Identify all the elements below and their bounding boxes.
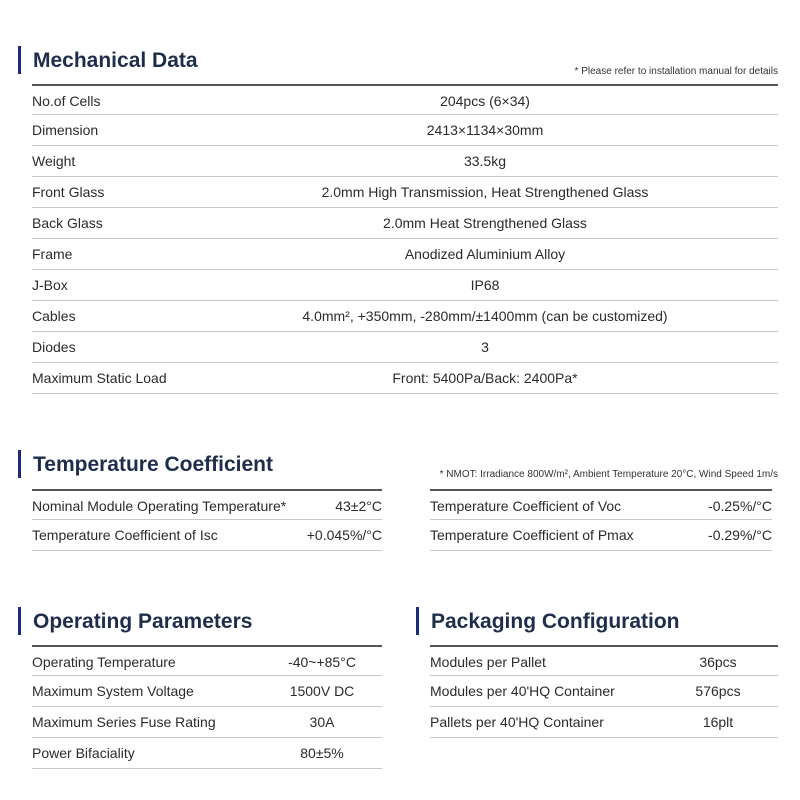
row-value: 1500V DC (289, 683, 355, 699)
row-label: Temperature Coefficient of Voc (430, 498, 622, 514)
row-label: No.of Cells (32, 93, 101, 109)
row-label: Maximum System Voltage (32, 683, 194, 699)
table-row (32, 239, 778, 270)
temperature-note: * NMOT: Irradiance 800W/m², Ambient Temperature 20°C, Wind Speed 1m/s (439, 469, 778, 480)
table-row (32, 520, 382, 551)
section-accent-bar (18, 46, 21, 74)
table-row (32, 676, 382, 707)
mechanical-data-title: Mechanical Data (18, 48, 198, 74)
row-label: Cables (32, 308, 76, 324)
operating-parameters-table (32, 645, 382, 769)
row-value: 576pcs (695, 683, 741, 699)
operating-parameters-title: Operating Parameters (18, 609, 252, 635)
row-label: Maximum Static Load (32, 370, 167, 386)
row-label: J-Box (32, 277, 68, 293)
table-row (430, 707, 778, 738)
mechanical-data-table (32, 84, 778, 394)
row-value: Front: 5400Pa/Back: 2400Pa* (392, 370, 578, 386)
table-row (32, 707, 382, 738)
row-label: Frame (32, 246, 73, 262)
table-row (32, 208, 778, 239)
temperature-table-left (32, 489, 382, 551)
table-row (32, 146, 778, 177)
row-label: Operating Temperature (32, 654, 176, 670)
row-value: 33.5kg (463, 153, 507, 169)
row-value: 3 (481, 339, 489, 355)
row-value: 4.0mm², +350mm, -280mm/±1400mm (can be customized) (302, 308, 668, 324)
row-label: Dimension (32, 122, 99, 138)
table-row (32, 270, 778, 301)
table-row (430, 676, 778, 707)
row-label: Front Glass (32, 184, 105, 200)
mechanical-note: * Please refer to installation manual for details (574, 66, 778, 77)
row-value: 204pcs (6×34) (440, 93, 530, 109)
row-label: Power Bifaciality (32, 745, 135, 761)
row-value: IP68 (470, 277, 500, 293)
row-value: 30A (309, 714, 335, 730)
table-row (32, 738, 382, 769)
temperature-table-right (430, 489, 772, 551)
row-value: 36pcs (699, 654, 737, 670)
row-label: Nominal Module Operating Temperature* (32, 498, 287, 514)
table-row (430, 489, 772, 520)
row-label: Pallets per 40'HQ Container (430, 714, 604, 730)
packaging-configuration-table (430, 645, 778, 738)
row-label: Temperature Coefficient of Isc (32, 527, 218, 543)
row-label: Back Glass (32, 215, 103, 231)
temperature-coefficient-title: Temperature Coefficient (18, 452, 273, 478)
row-label: Modules per Pallet (430, 654, 546, 670)
table-row (32, 363, 778, 394)
table-row (32, 177, 778, 208)
row-label: Temperature Coefficient of Pmax (430, 527, 634, 543)
row-value: 80±5% (300, 745, 344, 761)
row-label: Modules per 40'HQ Container (430, 683, 615, 699)
table-row (32, 332, 778, 363)
row-value: 2.0mm High Transmission, Heat Strengthened Glass (321, 184, 649, 200)
table-row (32, 645, 382, 676)
row-value: 2.0mm Heat Strengthened Glass (383, 215, 587, 231)
row-value: +0.045%/°C (306, 527, 382, 543)
section-accent-bar (416, 607, 419, 635)
row-value: 16plt (702, 714, 734, 730)
row-value: Anodized Aluminium Alloy (404, 246, 566, 262)
table-row (32, 115, 778, 146)
row-value: 2413×1134×30mm (426, 122, 544, 138)
section-accent-bar (18, 450, 21, 478)
row-value: -40~+85°C (288, 654, 356, 670)
table-row (32, 301, 778, 332)
row-value: 43±2°C (335, 498, 382, 514)
table-row (430, 520, 772, 551)
row-label: Weight (32, 153, 76, 169)
row-label: Maximum Series Fuse Rating (32, 714, 216, 730)
section-accent-bar (18, 607, 21, 635)
table-row (430, 645, 778, 676)
table-row (32, 489, 382, 520)
row-label: Diodes (32, 339, 76, 355)
row-value: -0.25%/°C (708, 498, 772, 514)
table-row (32, 84, 778, 115)
row-value: -0.29%/°C (708, 527, 772, 543)
packaging-configuration-title: Packaging Configuration (416, 609, 680, 635)
